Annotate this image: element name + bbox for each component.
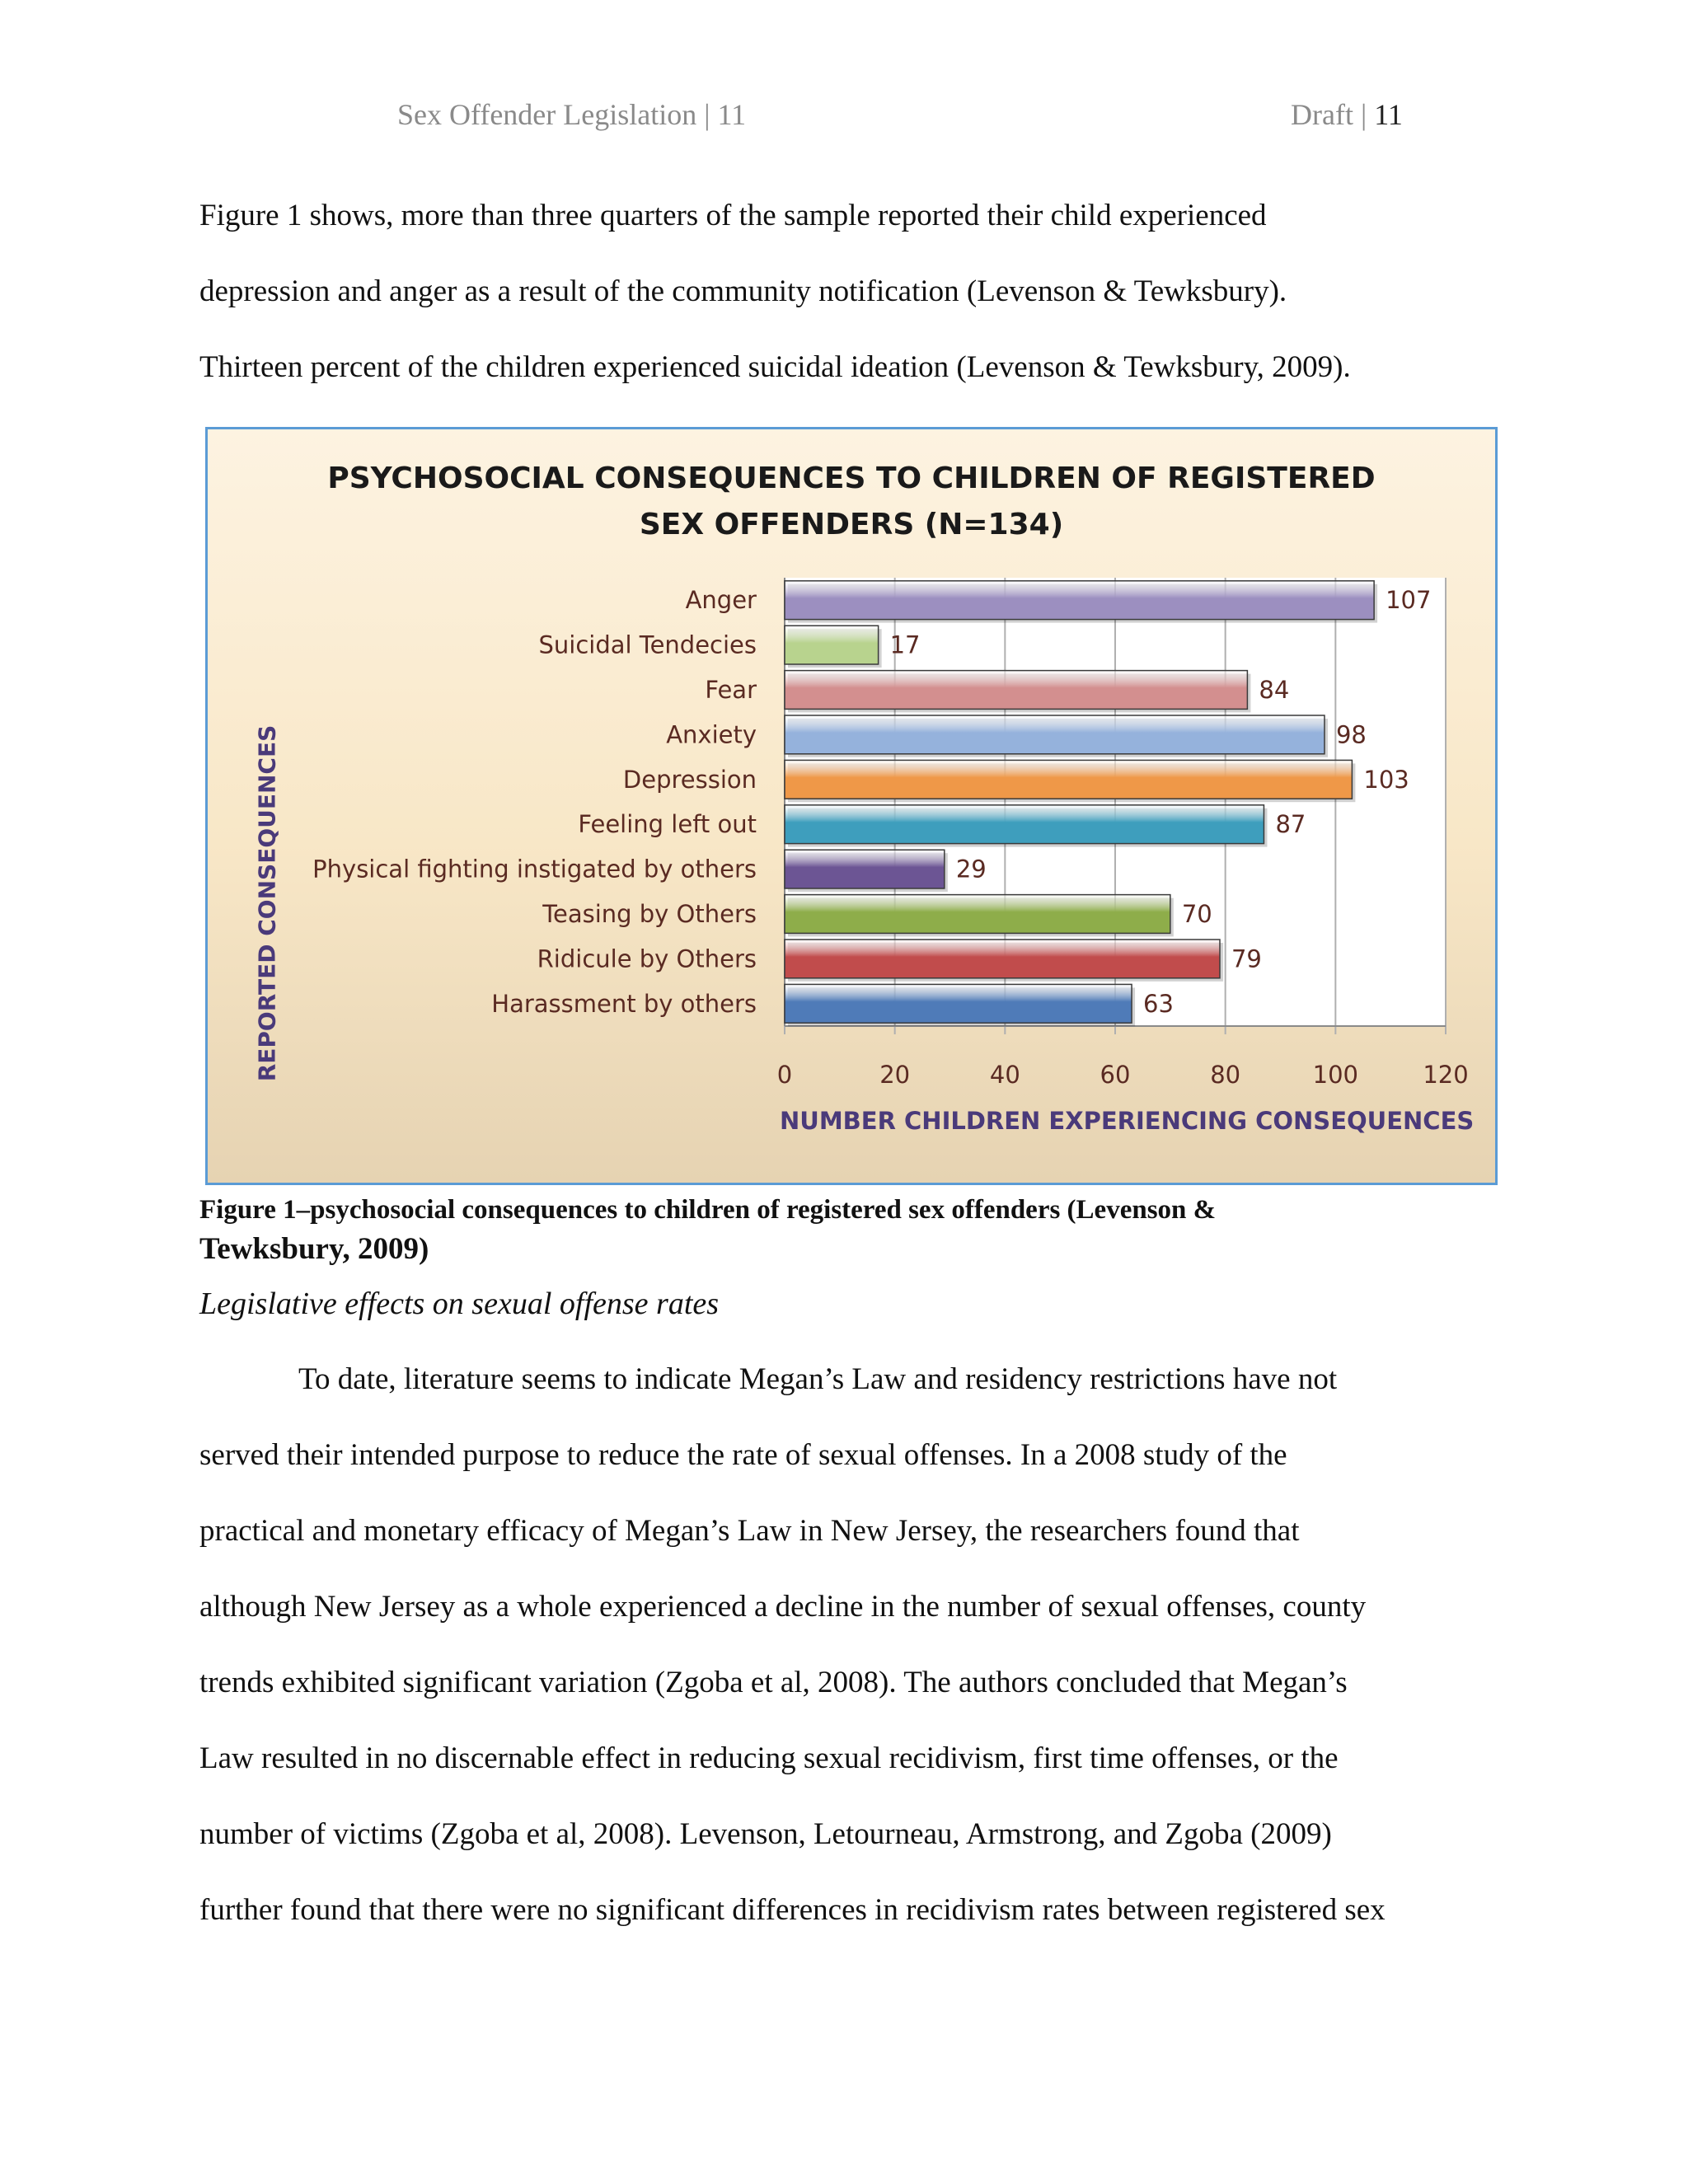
bar [785,671,1247,710]
data-label: 63 [1143,989,1174,1018]
intro-line: depression and anger as a result of the community notification (Levenson & Tewksbury). [199,274,1287,308]
x-axis-label: NUMBER CHILDREN EXPERIENCING CONSEQUENCES [780,1107,1475,1135]
category-label: Ridicule by Others [537,944,757,973]
chart-title-line: SEX OFFENDERS (N=134) [639,508,1064,541]
data-label: 17 [889,630,921,659]
chart-title-line: PSYCHOSOCIAL CONSEQUENCES TO CHILDREN OF REGISTERED [327,462,1376,495]
data-label: 87 [1275,810,1306,839]
chart-figure [205,427,1498,1185]
bar [785,895,1170,934]
bar [785,715,1325,754]
data-label: 103 [1363,765,1409,794]
data-label: 98 [1335,720,1367,749]
draft-label: Draft [1291,98,1353,131]
bar [785,940,1220,978]
section-subheading: Legislative effects on sexual offense rates [199,1286,720,1321]
draft-page-number [1291,97,1403,132]
bar [785,850,945,888]
data-label: 84 [1259,676,1290,704]
category-label: Depression [622,765,757,794]
figure-caption-line: Tewksbury, 2009) [199,1232,429,1266]
x-tick-label: 120 [1423,1061,1469,1089]
bar [785,805,1264,844]
paragraph-line: practical and monetary efficacy of Megan’s Law in New Jersey, the researchers found that [199,1514,1300,1548]
category-label: Suicidal Tendecies [538,630,757,659]
paragraph-line: further found that there were no significant differences in recidivism rates between registered sex [199,1893,1386,1927]
data-label: 79 [1231,944,1262,973]
category-label: Teasing by Others [542,900,757,928]
bar [785,626,879,664]
category-label: Fear [705,676,757,704]
paragraph-line: Law resulted in no discernable effect in reducing sexual recidivism, first time offenses, or the [199,1741,1339,1775]
bar [785,581,1374,620]
data-label: 107 [1386,586,1432,615]
category-label: Anxiety [666,720,757,749]
category-label: Anger [685,586,757,615]
y-axis-label: REPORTED CONSEQUENCES [253,724,281,1082]
bar-chart-plot [208,429,1495,1183]
running-header: Sex Offender Legislation | 11 [397,98,747,131]
page-number: 11 [1374,98,1403,131]
paragraph-line: trends exhibited significant variation (Zgoba et al, 2008). The authors concluded that Megan’s [199,1666,1348,1699]
x-tick-label: 100 [1312,1061,1359,1089]
paragraph-line: although New Jersey as a whole experienced a decline in the number of sexual offenses, county [199,1590,1367,1624]
figure-caption-line: Figure 1–psychosocial consequences to children of registered sex offenders (Levenson & [199,1195,1217,1225]
header-separator: | [1353,98,1375,131]
bar [785,984,1132,1023]
x-tick-label: 40 [989,1061,1020,1089]
category-label: Physical fighting instigated by others [312,855,757,883]
data-label: 70 [1181,900,1212,928]
bar [785,760,1352,799]
x-tick-label: 80 [1210,1061,1241,1089]
x-tick-label: 20 [879,1061,911,1089]
intro-line: Figure 1 shows, more than three quarters of the sample reported their child experienced [199,199,1267,232]
x-tick-label: 0 [776,1061,793,1089]
x-tick-label: 60 [1100,1061,1131,1089]
data-label: 29 [955,855,987,883]
category-label: Harassment by others [491,989,757,1018]
paragraph-line: served their intended purpose to reduce the rate of sexual offenses. In a 2008 study of the [199,1438,1287,1472]
category-label: Feeling left out [578,810,757,839]
intro-line: Thirteen percent of the children experienced suicidal ideation (Levenson & Tewksbury, 2009). [199,350,1351,384]
paragraph-line: number of victims (Zgoba et al, 2008). Levenson, Letourneau, Armstrong, and Zgoba (2009) [199,1817,1332,1851]
paragraph-line: To date, literature seems to indicate Megan’s Law and residency restrictions have not [298,1362,1338,1396]
